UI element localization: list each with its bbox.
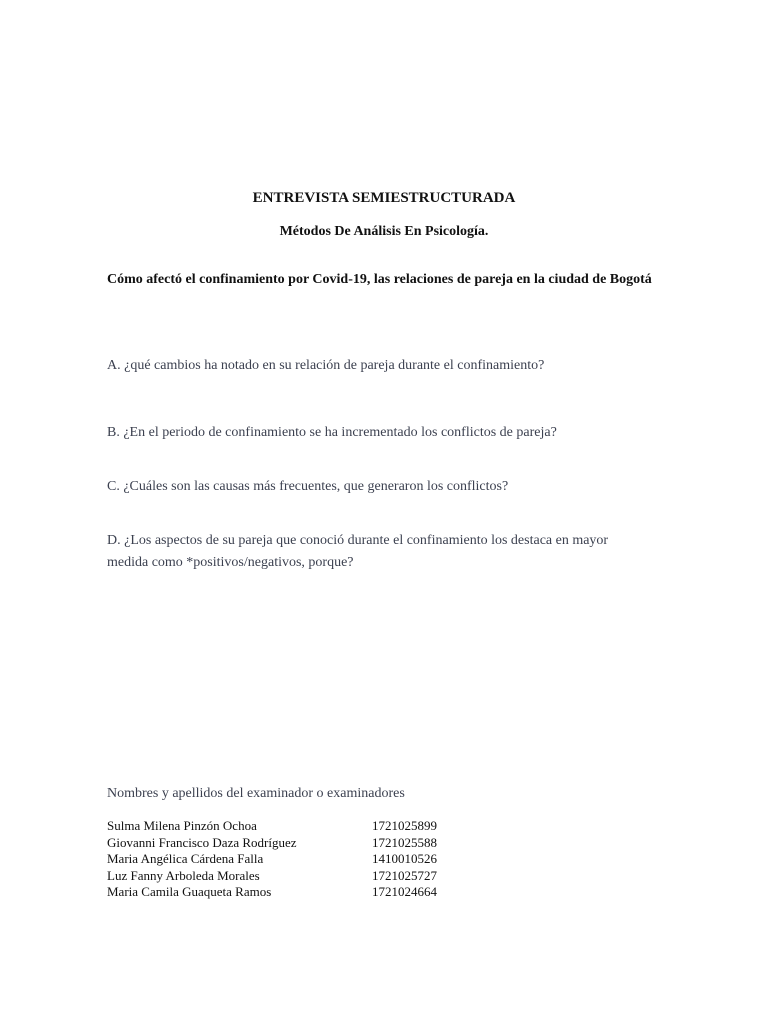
examiner-name: Sulma Milena Pinzón Ochoa — [107, 818, 257, 833]
document-subtitle: Métodos De Análisis En Psicología. — [279, 224, 489, 239]
examiner-id: 1721025899 — [372, 818, 437, 833]
examiner-row — [107, 835, 437, 852]
question-c: C. ¿Cuáles son las causas más frecuentes, que generaron los conflictos? — [107, 479, 509, 494]
question-b: B. ¿En el periodo de confinamiento se ha incrementado los conflictos de pareja? — [107, 425, 557, 440]
examiner-row — [107, 868, 437, 885]
examiner-row — [107, 884, 437, 901]
examiners-heading: Nombres y apellidos del examinador o examinadores — [107, 786, 405, 801]
question-d: D. ¿Los aspectos de su pareja que conoció durante el confinamiento los destaca en mayor medida como *positivos/negativos, porque? — [107, 533, 609, 570]
examiners-list — [107, 818, 437, 901]
examiner-id: 1410010526 — [372, 851, 437, 866]
examiner-id: 1721024664 — [372, 884, 437, 899]
examiner-name: Luz Fanny Arboleda Morales — [107, 867, 260, 883]
examiner-id: 1721025588 — [372, 834, 437, 850]
examiner-name: Maria Camila Guaqueta Ramos — [107, 884, 272, 899]
examiner-id: 1721025727 — [372, 867, 437, 883]
examiner-name: Maria Angélica Cárdena Falla — [107, 851, 264, 866]
examiner-name: Giovanni Francisco Daza Rodríguez — [107, 834, 297, 850]
examiner-row — [107, 818, 437, 835]
research-topic: Cómo afectó el confinamiento por Covid-19, las relaciones de pareja en la ciudad de Bogotá — [107, 272, 652, 287]
document-title: ENTREVISTA SEMIESTRUCTURADA — [252, 190, 516, 206]
examiner-row — [107, 851, 437, 868]
question-a: A. ¿qué cambios ha notado en su relación de pareja durante el confinamiento? — [107, 358, 545, 373]
